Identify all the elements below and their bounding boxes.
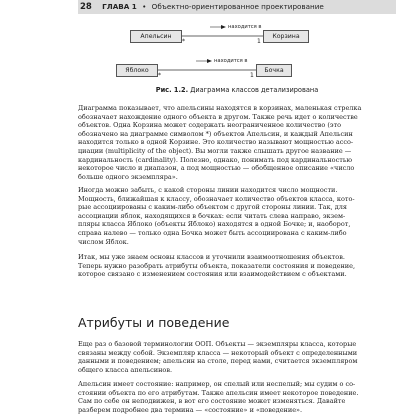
association-label-1: находится в bbox=[228, 24, 262, 30]
text-line: объектов. Одна Корзина может содержать неограниченное количество (это bbox=[78, 121, 342, 130]
text-line: обозначено на диаграмме символом *) объектов Апельсин, и каждый Апельсин bbox=[78, 129, 353, 138]
text-line: которое связано с изменением состояния или взаимодействием с объектами. bbox=[78, 270, 347, 279]
text-line: циации (multiplicity of the object). Вы могли также слышать другое название — bbox=[78, 146, 352, 155]
class-box-apple: Яблоко bbox=[116, 64, 158, 77]
multiplicity-basket: 1 bbox=[257, 38, 261, 45]
class-box-barrel: Бочка bbox=[256, 64, 292, 77]
text-line: кардинальность (cardinality). Полезно, однако, понимать под кардинальностью bbox=[78, 155, 353, 164]
text-line: числом Яблок. bbox=[78, 237, 129, 246]
text-line: ассоциации яблок, находящихся в бочках: если читать слева направо, экзем- bbox=[78, 211, 346, 220]
text-line: Иногда можно забыть, с какой стороны линии находится число мощности. bbox=[78, 186, 338, 194]
text-line: справа налево — только одна Бочка может быть ассоциирована с каким-либо bbox=[78, 228, 347, 237]
text-line: Диаграмма показывает, что апельсины находятся в корзинах, маленькая стрелка bbox=[78, 104, 362, 112]
text-line: стоянии объекта по его атрибутам. Также апельсин имеет некоторое поведение. bbox=[78, 388, 359, 397]
figure-caption-text: Диаграмма классов детализирована bbox=[190, 86, 319, 94]
class-box-orange: Апельсин bbox=[130, 30, 182, 43]
running-header bbox=[78, 0, 396, 14]
chapter-label: ГЛАВА 1 bbox=[102, 2, 137, 11]
paragraph-3 bbox=[78, 253, 396, 279]
multiplicity-barrel: 1 bbox=[250, 72, 254, 79]
paragraph-4 bbox=[78, 340, 396, 374]
text-line: Мощность, ближайшая к классу, обозначает количество объектов класса, кото- bbox=[78, 194, 355, 203]
chapter-title: Объектно-ориентированное проектирование bbox=[151, 2, 324, 11]
text-line: Итак, мы уже знаем основы классов и уточнили взаимоотношения объектов. bbox=[78, 253, 345, 261]
text-line: Теперь нужно разобрать атрибуты объекта, показатели состояния и поведение, bbox=[78, 261, 356, 270]
text-line: общего класса апельсинов. bbox=[78, 365, 173, 374]
text-line: обозначает нахождение одного объекта в другом. Также речь идет о количестве bbox=[78, 112, 358, 121]
page-number: 28 bbox=[80, 2, 92, 12]
text-line: Сам по себе он неподвижен, в вот его состояние может изменяться. Давайте bbox=[78, 397, 346, 406]
arrow-icon bbox=[221, 25, 226, 29]
figure-label: Рис. 1.2. bbox=[155, 86, 189, 94]
text-line: рые ассоциированы с каким-либо объектом с другой стороны линии. Так, для bbox=[78, 203, 347, 212]
text-line: Еще раз о базовой терминологии ООП. Объекты — экземпляры класса, которые bbox=[78, 340, 357, 348]
class-box-basket: Корзина bbox=[263, 30, 309, 43]
association-lines bbox=[78, 20, 396, 92]
text-line: разберем подробнее два термина — «состояние» и «поведение». bbox=[78, 405, 303, 414]
section-heading: Атрибуты и поведение bbox=[78, 315, 230, 330]
paragraph-5 bbox=[78, 380, 396, 414]
class-diagram bbox=[78, 20, 396, 92]
book-page bbox=[78, 0, 396, 420]
text-line: Апельсин имеет состояние: например, он спелый или неспелый; мы судим о со- bbox=[78, 380, 356, 388]
paragraph-2 bbox=[78, 186, 396, 246]
header-separator: • bbox=[142, 2, 147, 11]
figure-caption bbox=[78, 86, 396, 94]
association-label-2: находится в bbox=[214, 58, 248, 64]
text-line: связаны между собой. Экземпляр класса — некоторый объект с определенными bbox=[78, 348, 358, 357]
text-line: пляры класса Яблоко (объекты Яблоко) находятся в одной Бочке; и, наоборот, bbox=[78, 220, 351, 229]
text-line: больше одного экземпляра». bbox=[78, 172, 178, 181]
multiplicity-apple: * bbox=[158, 72, 161, 79]
text-line: некоторое число и диапазон, а под мощностью — обобщенное описание «число bbox=[78, 164, 355, 173]
arrow-icon bbox=[207, 59, 212, 63]
paragraph-1 bbox=[78, 104, 396, 181]
multiplicity-orange: * bbox=[182, 38, 185, 45]
text-line: данными и поведением; апельсин на столе, перед нами, считается экземпляром bbox=[78, 357, 358, 366]
text-line: находится только в одной Корзине. Это количество называют мощностью ассо- bbox=[78, 138, 354, 147]
